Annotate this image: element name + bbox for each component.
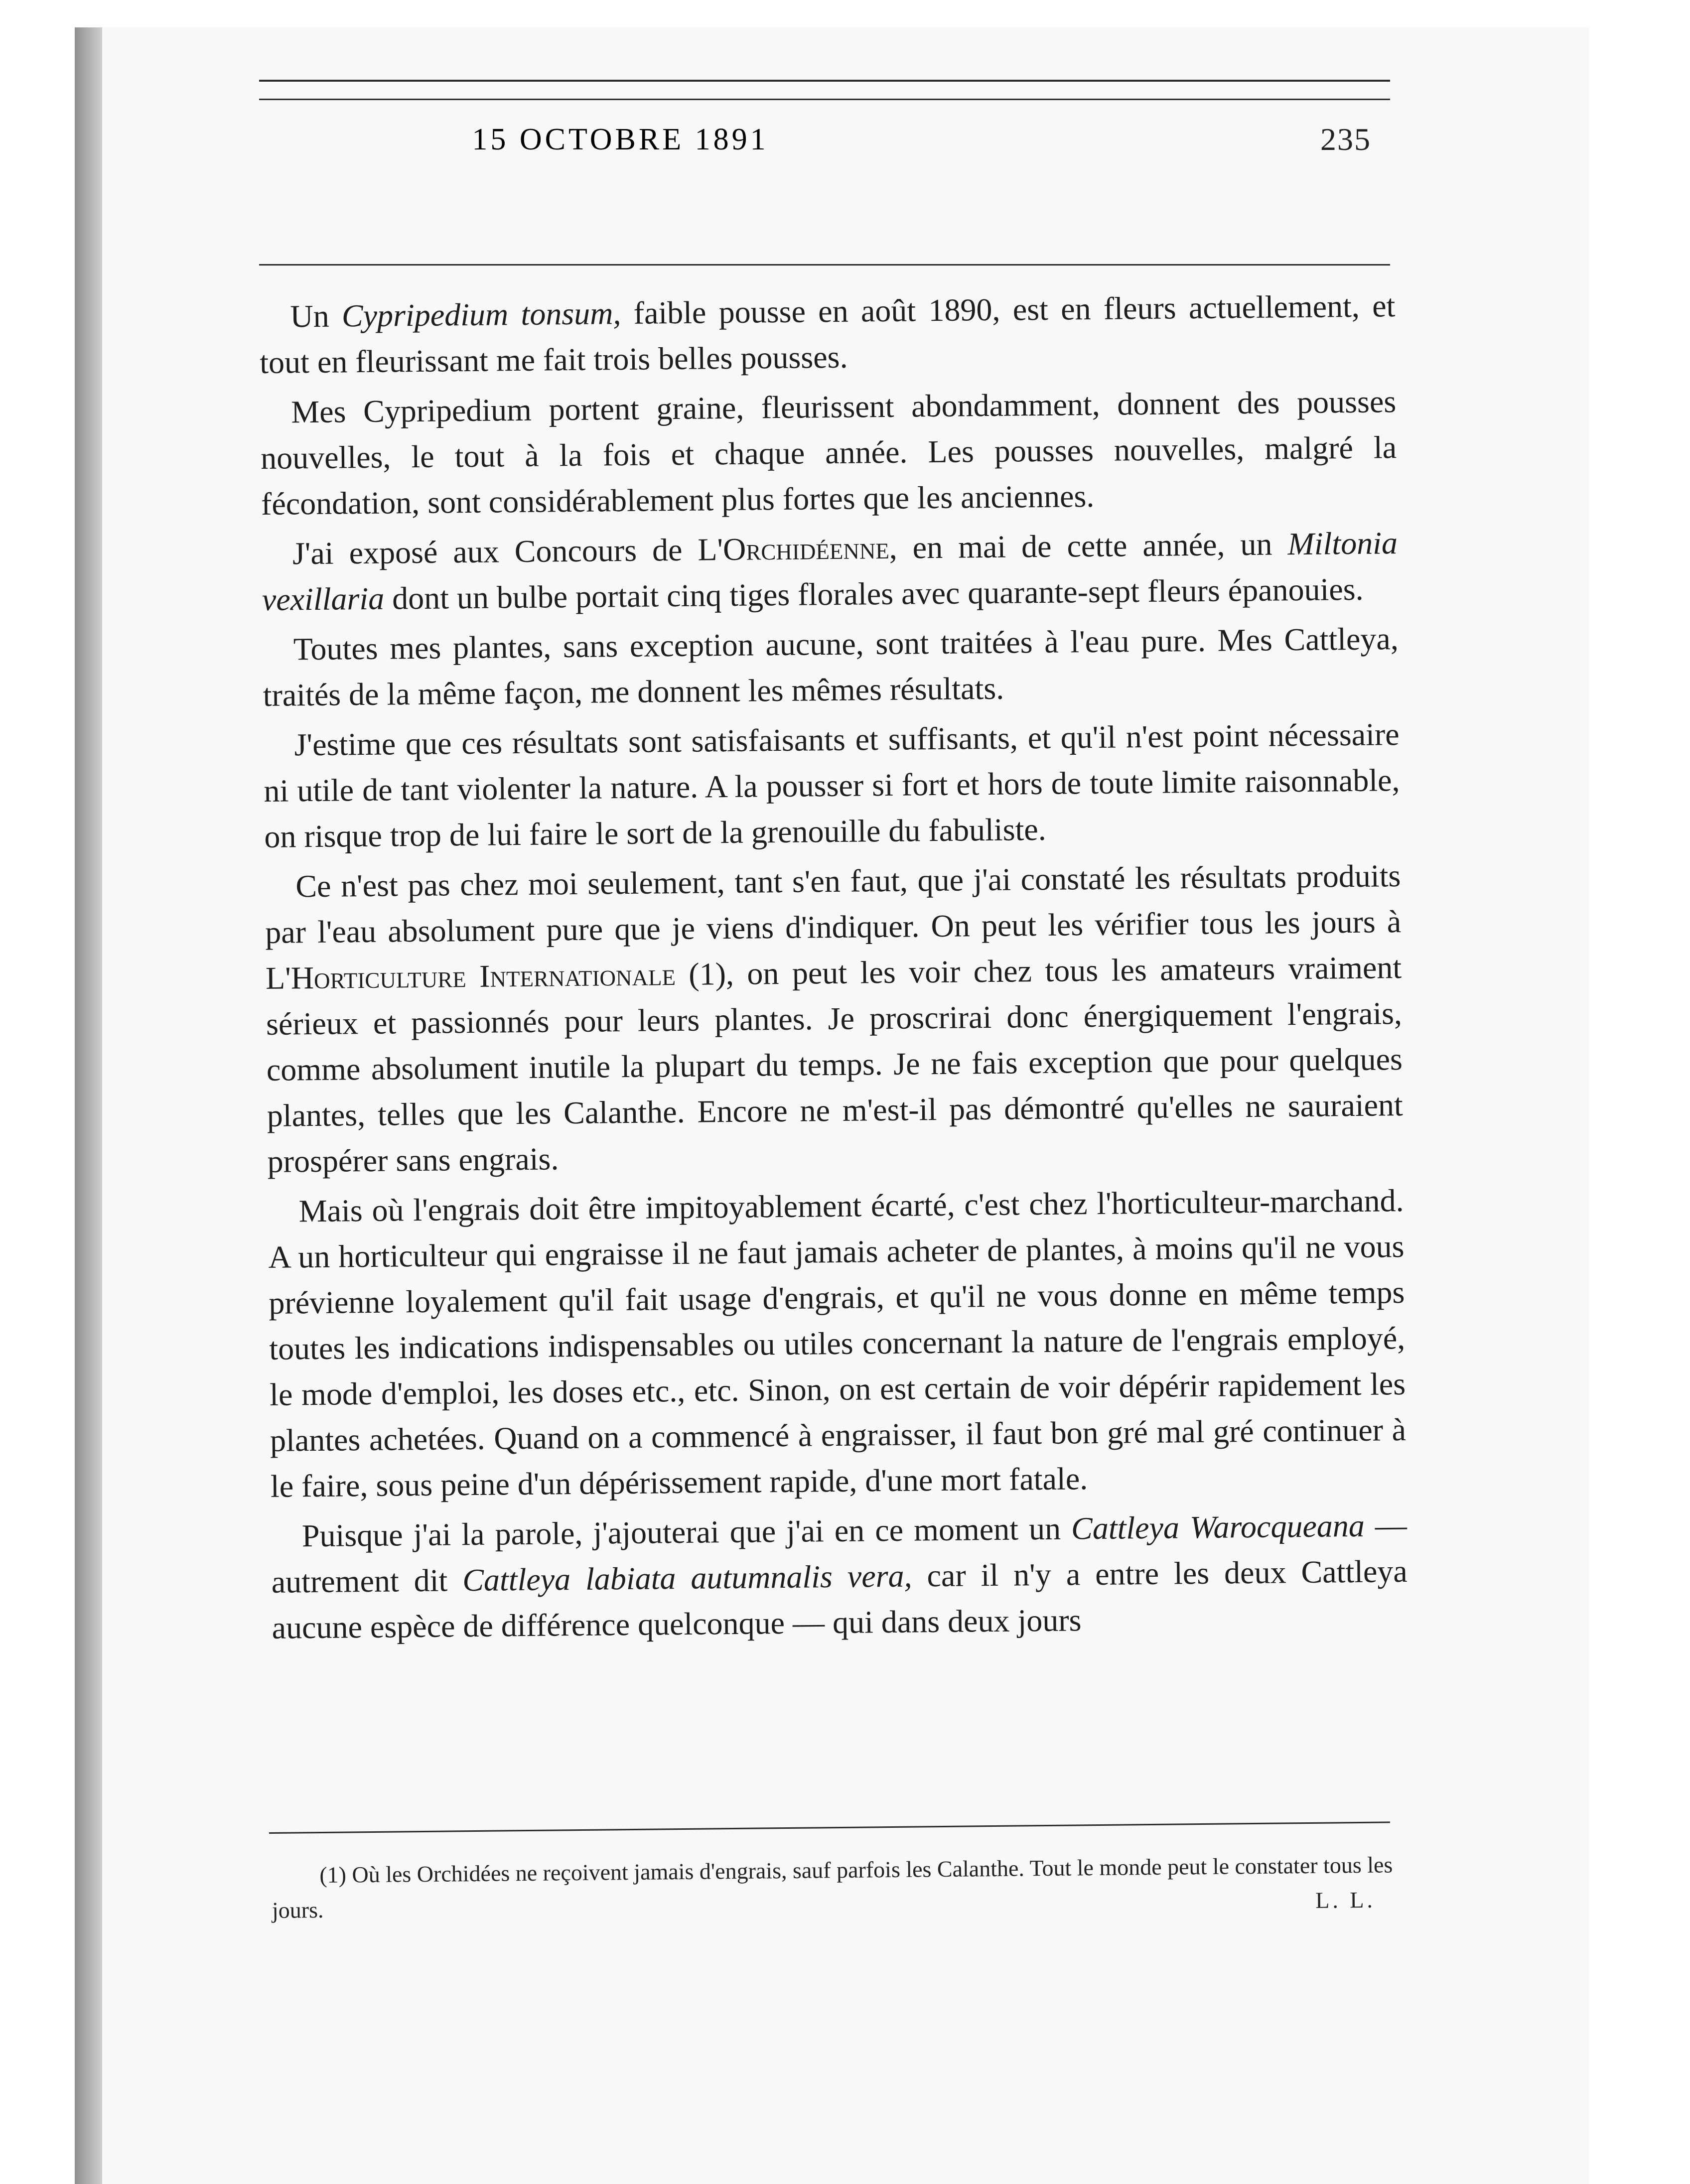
footnote-text: (1) Où les Orchidées ne reçoivent jamais d'engrais, sauf parfois les Calanthe. Tout le monde peut le constater tous les jours. (272, 1852, 1393, 1923)
paragraph-7: Mais où l'engrais doit être impitoyablement écarté, c'est chez l'horticulteur-marchand. A un horticulteur qui engraisse il ne faut jamais acheter de plantes, à moins qu'il ne vous prévienne loyalement qu'il fait usage d'engrais, et qu'il ne vous donne en même temps toutes les indications indispensables ou utiles concernant la nature de l'engrais employé, le mode d'emploi, les doses etc., etc. Sinon, on est certain de voir dépérir rapidement les plantes achetées. Quand on a commencé à engraisser, il faut bon gré mal gré continuer à le faire, sous peine d'un dépérissement rapide, d'une mort fatale. (268, 1183, 1407, 1504)
running-head (259, 80, 1390, 269)
paragraph-6: Ce n'est pas chez moi seulement, tant s'en faut, que j'ai constaté les résultats produits par l'eau absolument pure que je viens d'indiquer. On peut les vérifier tous les jours à L'Horticulture Internationale (1), on peut les voir chez tous les amateurs vraiment sérieux et passionnés pour leurs plantes. Je proscrirai donc énergiquement l'engrais, comme absolument inutile la plupart du temps. Je ne fais exception que pour quelques plantes, telles que les Calanthe. Encore ne m'est-il pas démontré qu'elles ne sauraient prospérer sans engrais. (265, 858, 1404, 1179)
paragraph-3: J'ai exposé aux Concours de L'Orchidéenne, en mai de cette année, un Miltonia vexillaria dont un bulbe portait cinq tiges florales avec quarante-sept fleurs épanouies. (262, 525, 1398, 617)
footnote-reference: (1) (689, 956, 726, 992)
paragraph-8: Puisque j'ai la parole, j'ajouterai que j'ai en ce moment un Cattleya Warocqueana — autrement dit Cattleya labiata autumnalis vera, car il n'y a entre les deux Cattleya aucune espèce de différence quelconque — qui dans deux jours (271, 1507, 1408, 1645)
paragraph-4: Toutes mes plantes, sans exception aucune, sont traitées à l'eau pure. Mes Cattleya, traités de la même façon, me donnent les mêmes résultats. (263, 621, 1399, 713)
page-number: 235 (1320, 122, 1371, 157)
running-head-date: 15 OCTOBRE 1891 (472, 123, 769, 156)
paragraph-1: Un Cypripedium tonsum, faible pousse en août 1890, est en fleurs actuellement, et tout en fleurissant me fait trois belles pousses. (259, 288, 1396, 380)
header-rule-bottom (259, 264, 1390, 266)
header-rule-top-2 (259, 99, 1390, 100)
article-body (259, 283, 1408, 1655)
header-rule-top (259, 80, 1390, 82)
paragraph-5: J'estime que ces résultats sont satisfaisants et suffisants, et qu'il n'est point nécessaire ni utile de tant violenter la nature. A la pousser si fort et hors de toute limite raisonnable, on risque trop de lui faire le sort de la grenouille du fabuliste. (264, 716, 1400, 854)
footnote (272, 1847, 1398, 1928)
paragraph-2: Mes Cypripedium portent graine, fleurissent abondamment, donnent des pousses nouvelles, le tout à la fois et chaque année. Les pousses nouvelles, malgré la fécondation, sont considérablement plus fortes que les anciennes. (260, 384, 1397, 522)
footnote-signature: L. L. (1315, 1887, 1376, 1913)
